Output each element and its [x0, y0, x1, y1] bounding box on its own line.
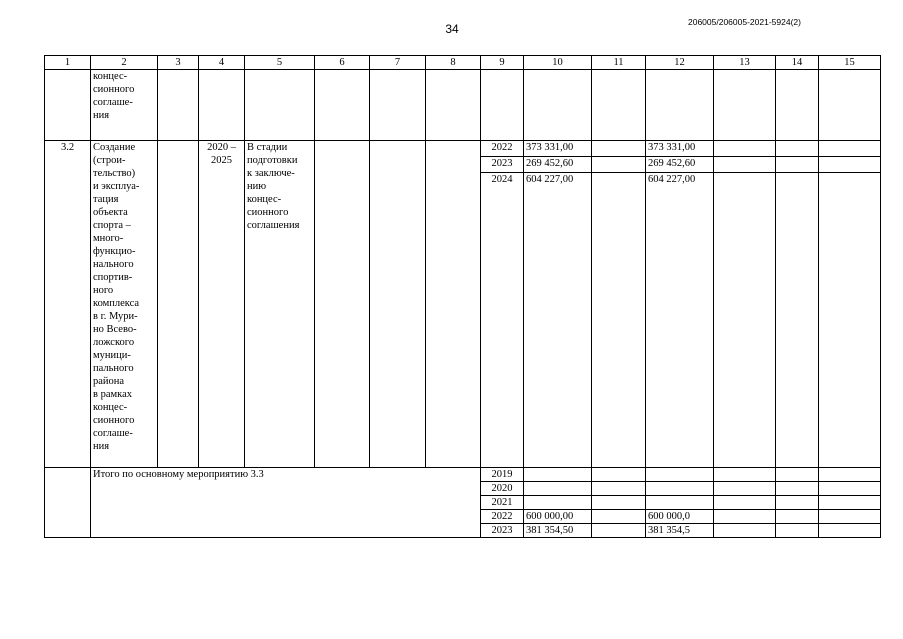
col10-value: [524, 482, 592, 496]
col-header: 6: [315, 56, 370, 70]
col12-value: 600 000,0: [646, 510, 714, 524]
year-value: 2021: [481, 496, 524, 510]
item-period: 2020 – 2025: [199, 141, 245, 468]
col12-value: 604 227,00: [648, 174, 696, 185]
total-label: Итого по основному мероприятию 3.3: [91, 468, 481, 538]
year-value: 2022: [481, 141, 523, 157]
year-value: 2023: [481, 524, 524, 538]
col-header: 9: [481, 56, 524, 70]
col-header: 11: [592, 56, 646, 70]
col-header: 14: [776, 56, 819, 70]
col-header: 2: [91, 56, 158, 70]
col10-cell: [524, 141, 592, 468]
col12-cell: [646, 141, 714, 468]
item-3-2-row: [45, 141, 881, 468]
col12-value: [646, 496, 714, 510]
col10-value: 373 331,00: [524, 141, 591, 157]
col12-value: 269 452,60: [646, 157, 713, 173]
col-header: 13: [714, 56, 776, 70]
continuation-name: концес- сионного соглаше- ния: [91, 70, 158, 141]
column-number-row: [45, 56, 881, 70]
col10-value: 600 000,00: [524, 510, 592, 524]
col-header: 7: [370, 56, 426, 70]
page-number: 34: [445, 22, 459, 36]
col-header: 4: [199, 56, 245, 70]
col-header: 8: [426, 56, 481, 70]
total-row: [45, 468, 881, 482]
col12-value: [646, 482, 714, 496]
col10-value: [524, 496, 592, 510]
col12-value: 381 354,5: [646, 524, 714, 538]
item-number: 3.2: [45, 141, 91, 468]
continuation-row: [45, 70, 881, 141]
col10-value: 381 354,50: [524, 524, 592, 538]
year-cell: [481, 141, 524, 468]
col-header: 5: [245, 56, 315, 70]
year-value: 2023: [481, 157, 523, 173]
item-status: В стадии подготовки к заключе- нию концес- сионного соглашения: [245, 141, 315, 468]
col12-value: 373 331,00: [646, 141, 713, 157]
col10-value: 604 227,00: [526, 174, 574, 185]
year-value: 2020: [481, 482, 524, 496]
year-value: 2024: [491, 174, 513, 185]
col-header: 15: [819, 56, 881, 70]
col-header: 10: [524, 56, 592, 70]
col12-value: [646, 468, 714, 482]
year-value: 2022: [481, 510, 524, 524]
year-value: 2019: [481, 468, 524, 482]
col-header: 12: [646, 56, 714, 70]
col10-value: [524, 468, 592, 482]
item-name: Создание (строи- тельство) и эксплуа- тация объекта спорта – много- функцио- нального спортив- ного комплекса в г. Мури- но Всево- ложского муници- пального района в рамках концес- сионного соглаше- ния: [91, 141, 158, 468]
col-header: 1: [45, 56, 91, 70]
program-table: [44, 55, 881, 538]
document-id: 206005/206005-2021-5924(2): [688, 17, 801, 27]
col-header: 3: [158, 56, 199, 70]
col10-value: 269 452,60: [524, 157, 591, 173]
